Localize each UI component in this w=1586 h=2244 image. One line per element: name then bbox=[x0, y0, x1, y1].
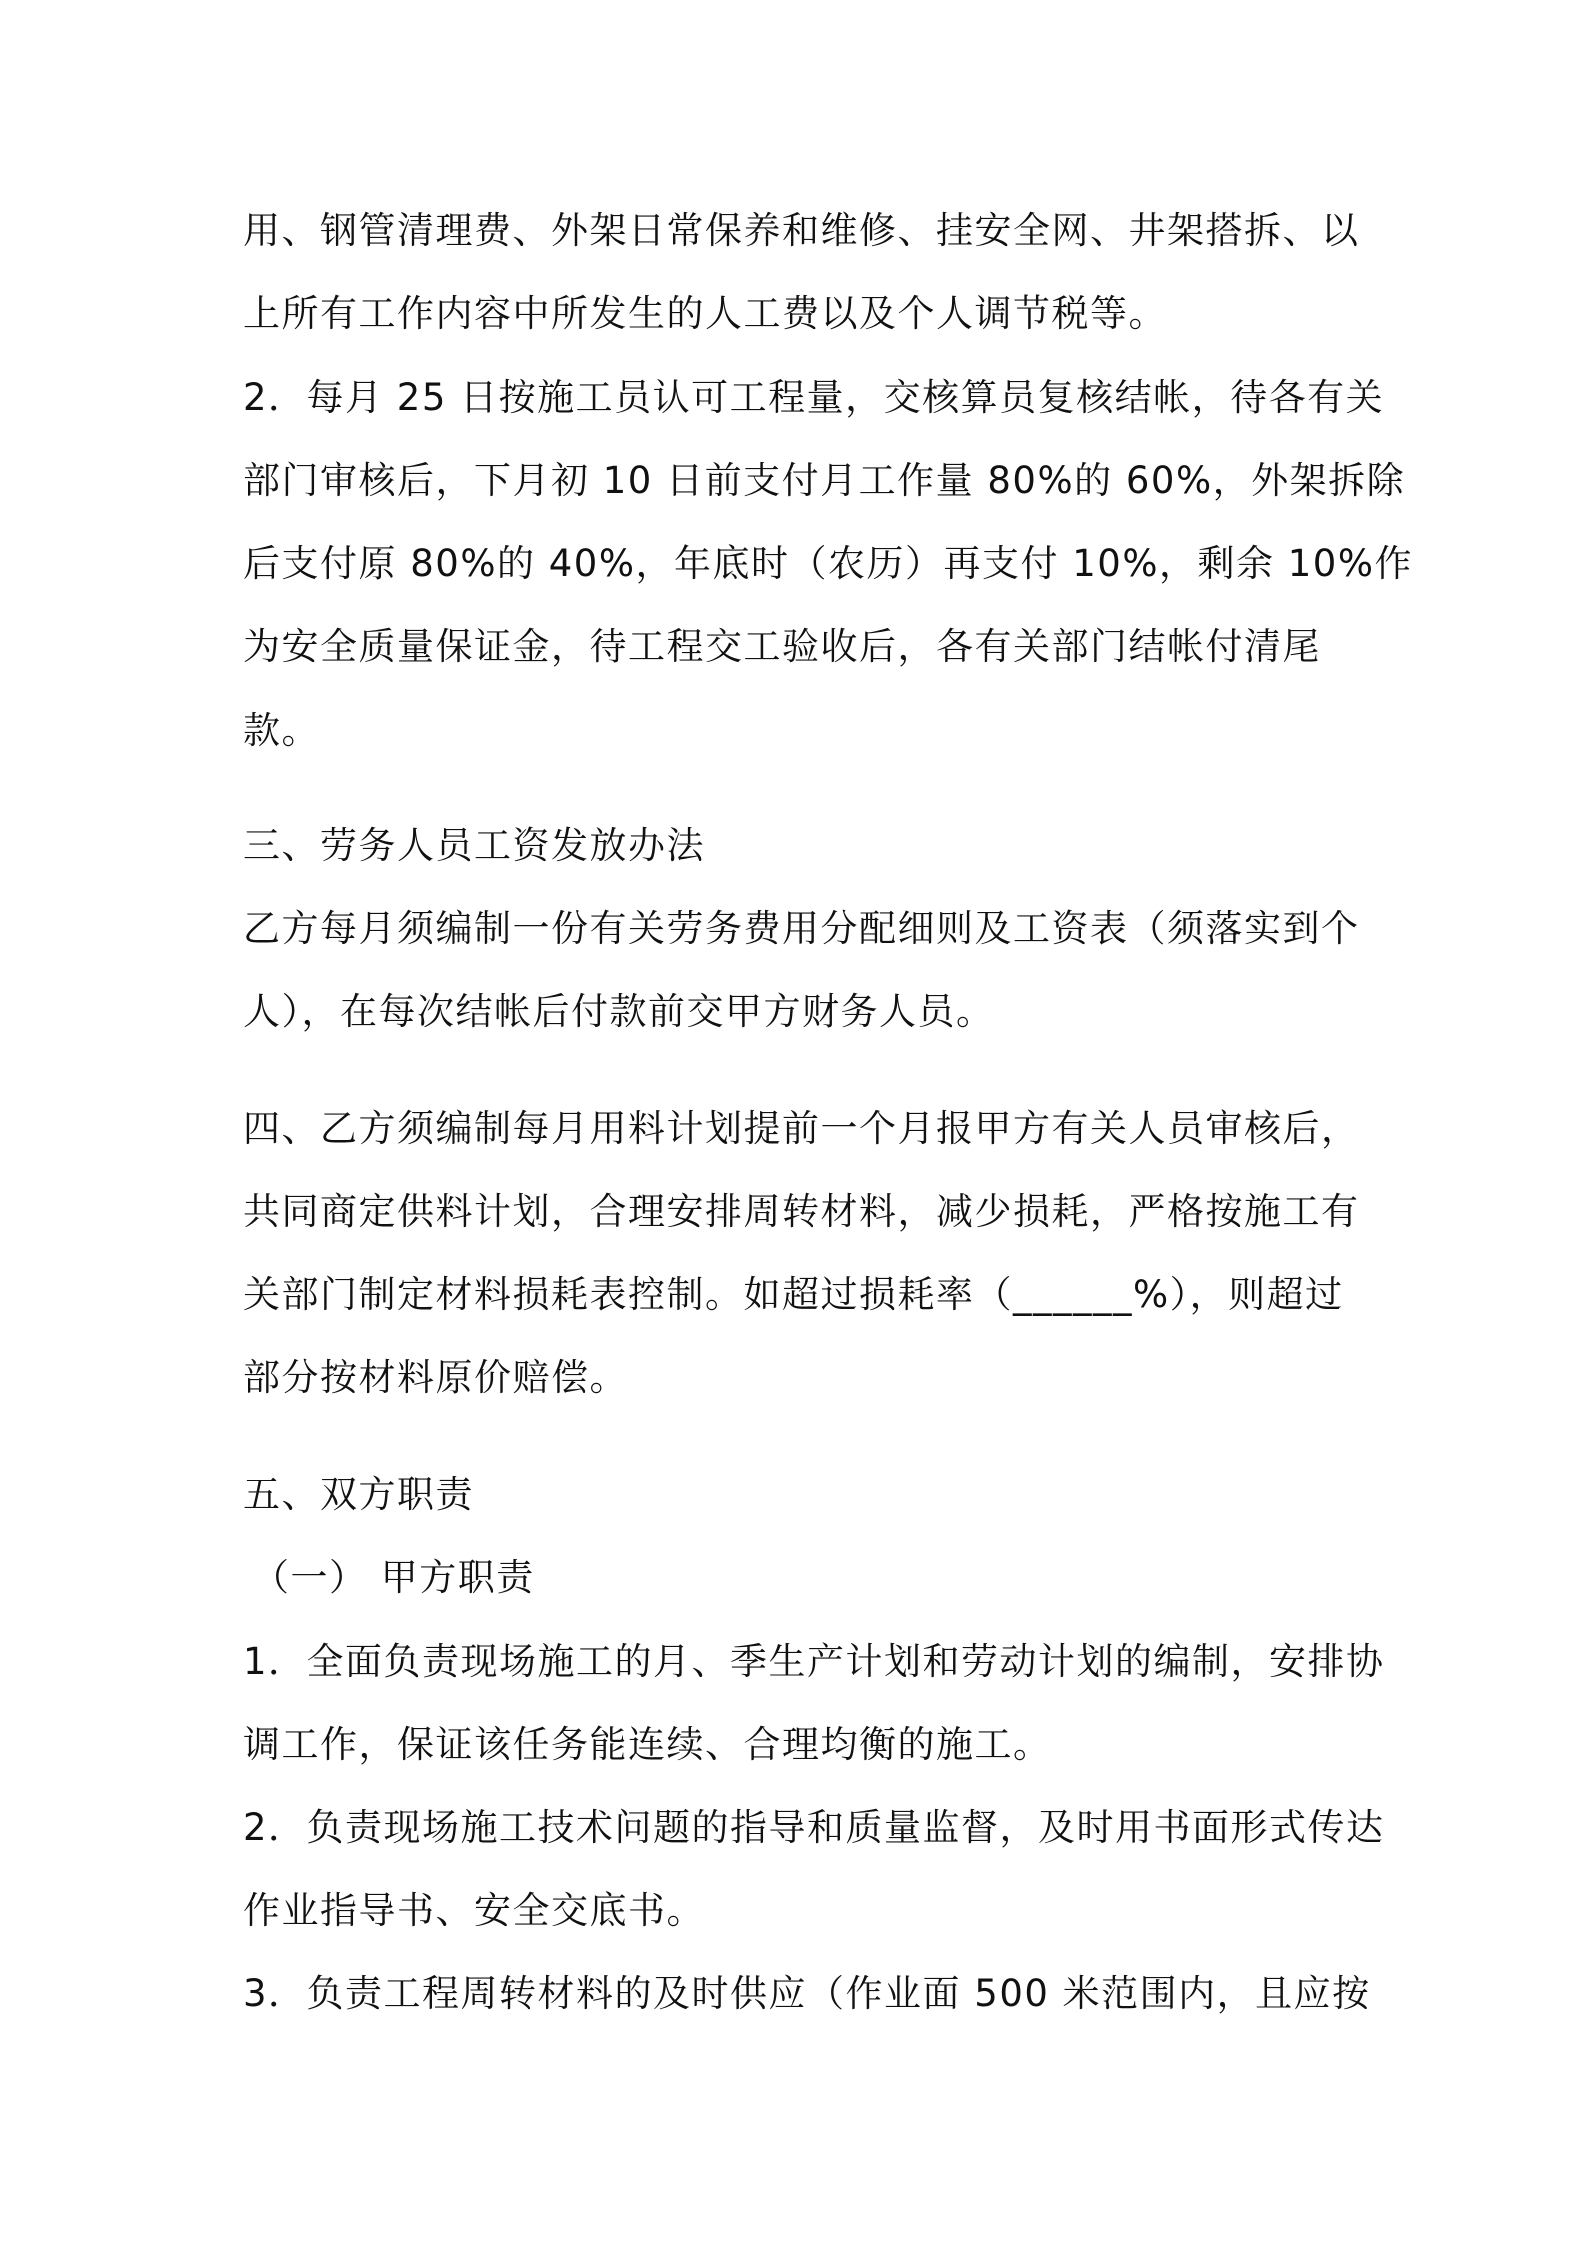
text-line: 1．全面负责现场施工的月、季生产计划和劳动计划的编制，安排协 bbox=[243, 1640, 1385, 1683]
subsection-heading: （一） 甲方职责 bbox=[252, 1556, 535, 1599]
text-line: 四、乙方须编制每月用料计划提前一个月报甲方有关人员审核后， bbox=[243, 1107, 1360, 1150]
section-heading: 三、劳务人员工资发放办法 bbox=[243, 824, 705, 867]
text-line: 款。 bbox=[243, 709, 320, 752]
section-heading: 五、双方职责 bbox=[243, 1473, 474, 1516]
text-line: 用、钢管清理费、外架日常保养和维修、挂安全网、井架搭拆、以 bbox=[243, 209, 1360, 252]
text-line: 作业指导书、安全交底书。 bbox=[243, 1889, 705, 1932]
text-line: 3．负责工程周转材料的及时供应（作业面 500 米范围内，且应按 bbox=[243, 1972, 1371, 2015]
text-line: 部门审核后，下月初 10 日前支付月工作量 80%的 60%，外架拆除 bbox=[243, 459, 1406, 502]
text-line: 乙方每月须编制一份有关劳务费用分配细则及工资表（须落实到个 bbox=[243, 907, 1360, 950]
text-line: 2．每月 25 日按施工员认可工程量，交核算员复核结帐，待各有关 bbox=[243, 376, 1385, 419]
text-line: 关部门制定材料损耗表控制。如超过损耗率（______%），则超过 bbox=[243, 1273, 1344, 1316]
text-line: 调工作，保证该任务能连续、合理均衡的施工。 bbox=[243, 1723, 1052, 1766]
text-line: 为安全质量保证金，待工程交工验收后，各有关部门结帐付清尾 bbox=[243, 625, 1321, 668]
text-line: 人），在每次结帐后付款前交甲方财务人员。 bbox=[243, 990, 995, 1033]
text-line: 2．负责现场施工技术问题的指导和质量监督，及时用书面形式传达 bbox=[243, 1806, 1385, 1849]
text-line: 部分按材料原价赔偿。 bbox=[243, 1356, 628, 1399]
text-line: 上所有工作内容中所发生的人工费以及个人调节税等。 bbox=[243, 292, 1167, 335]
text-line: 后支付原 80%的 40%，年底时（农历）再支付 10%，剩余 10%作 bbox=[243, 542, 1413, 585]
text-line: 共同商定供料计划，合理安排周转材料，减少损耗，严格按施工有 bbox=[243, 1190, 1360, 1233]
